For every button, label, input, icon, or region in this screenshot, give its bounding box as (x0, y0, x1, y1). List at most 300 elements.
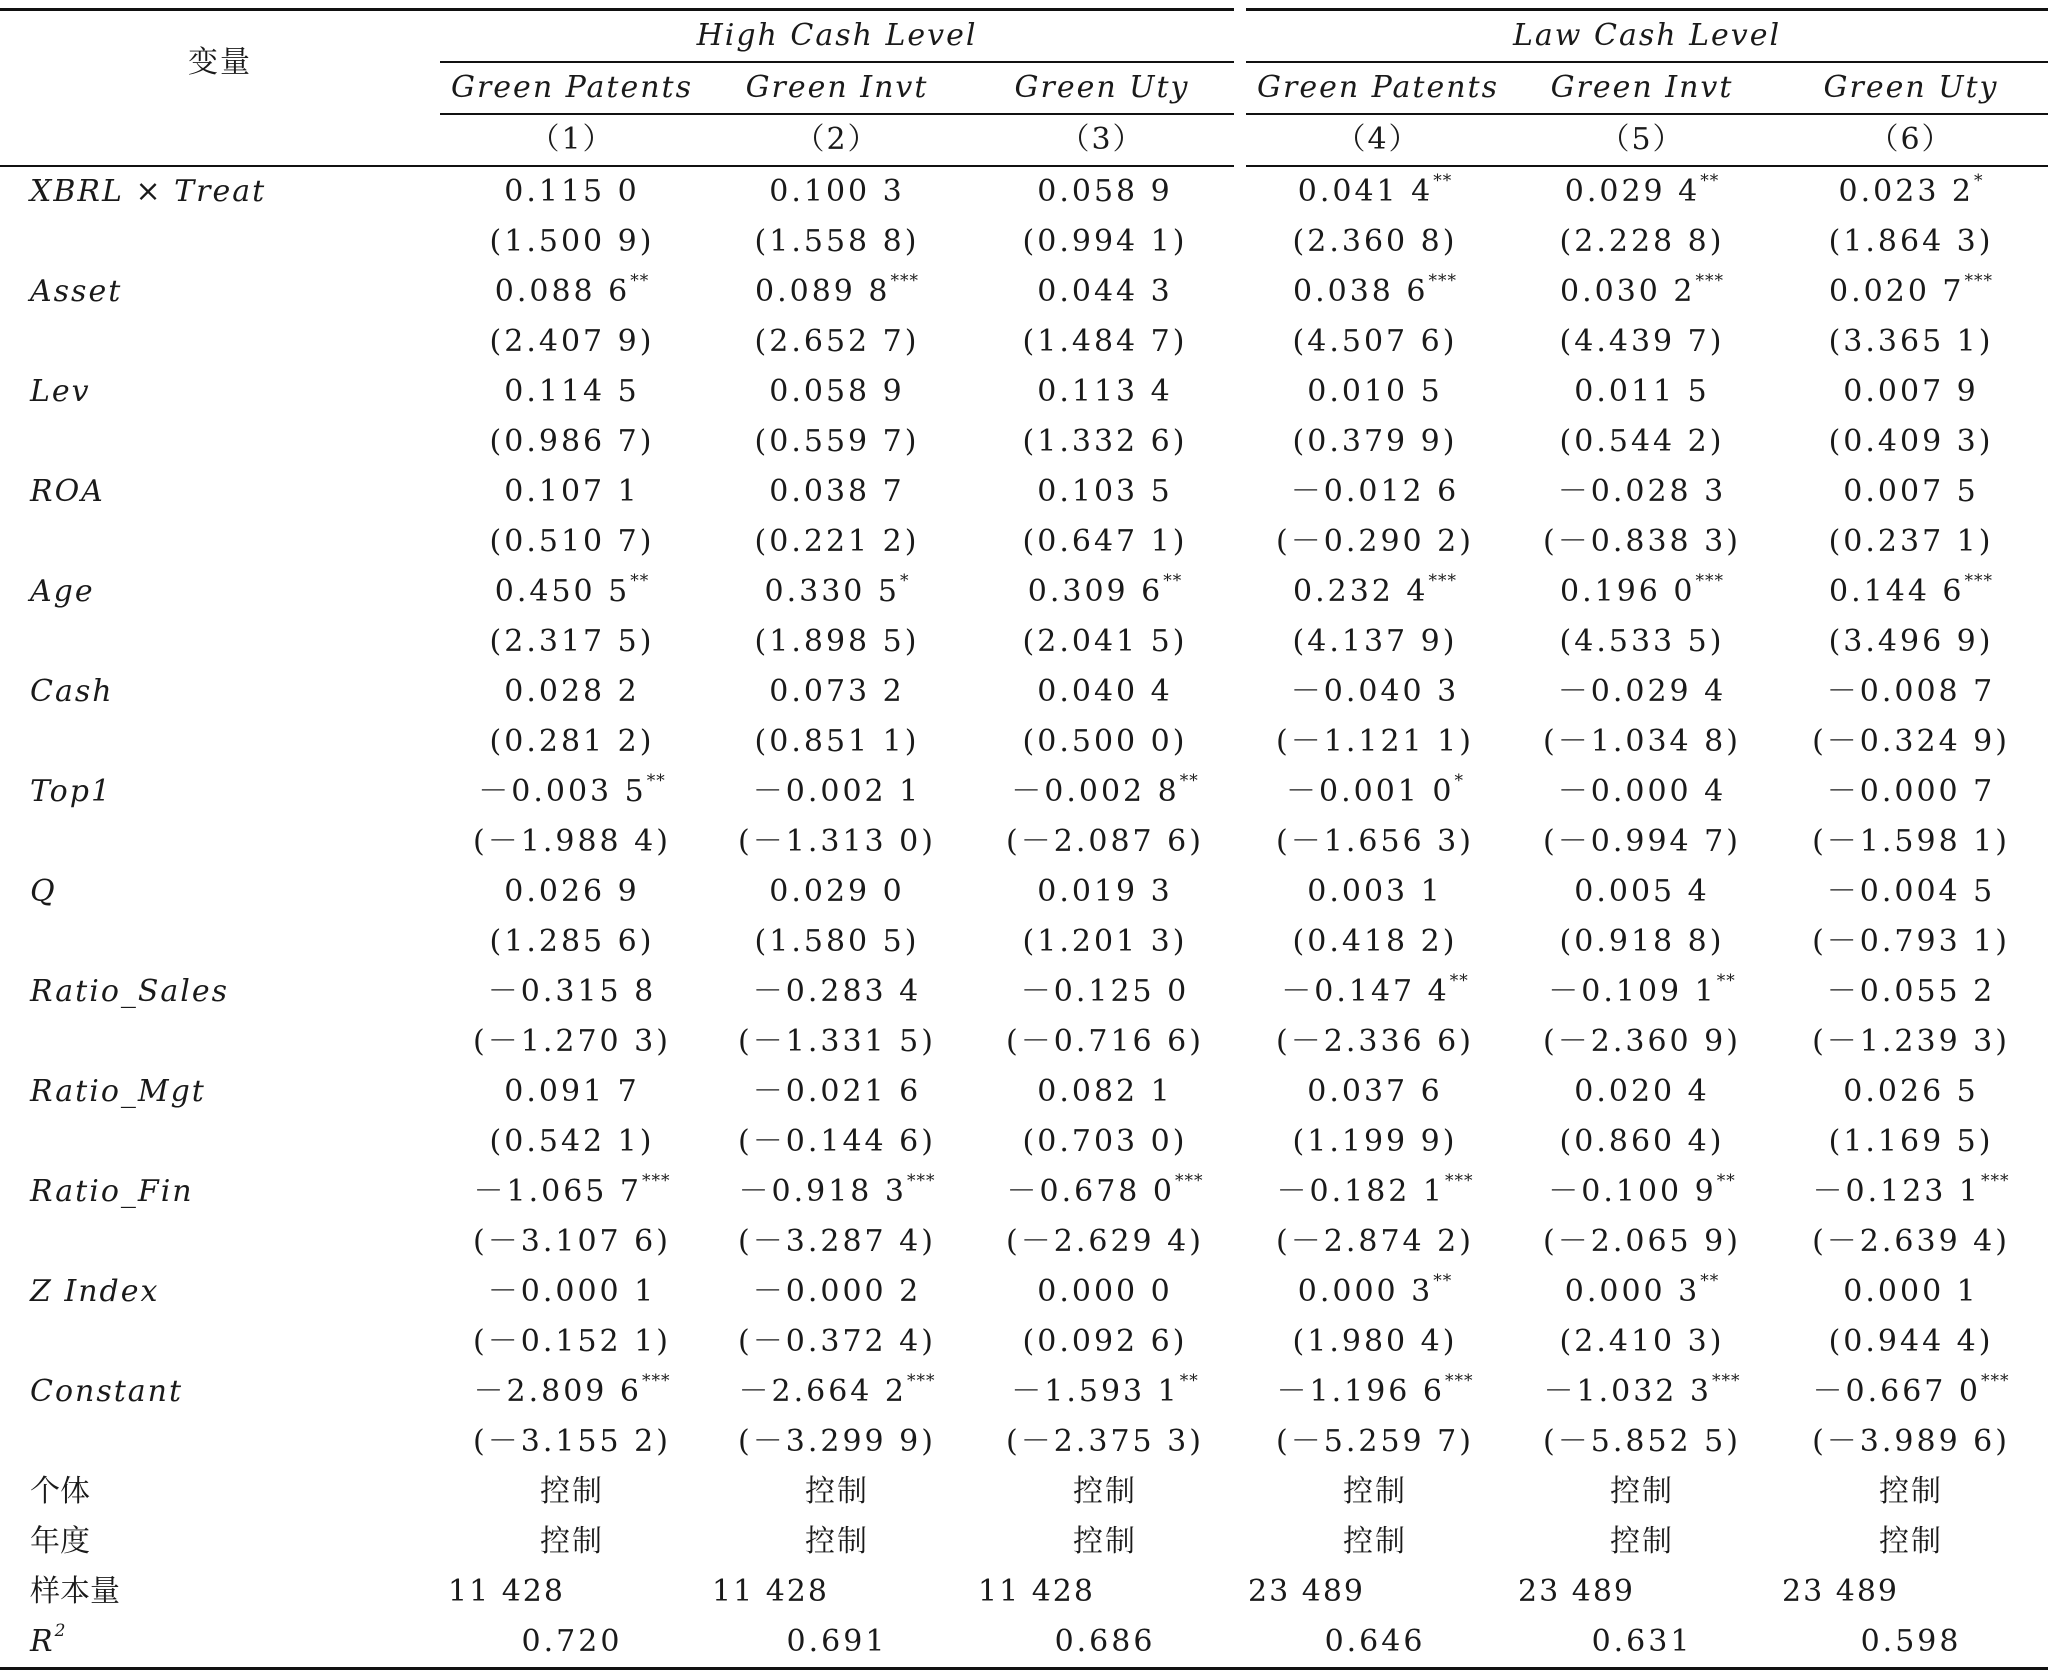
t-statistic-cell: (－1.656 3) (1276, 824, 1474, 859)
table-row (0, 917, 2048, 967)
t-statistic-cell: (2.410 3) (1559, 1324, 1725, 1359)
t-statistic-cell: (－1.313 0) (738, 824, 936, 859)
coefficient-value: 0.030 2 (1560, 274, 1696, 309)
coefficient-value: 0.044 3 (1037, 274, 1173, 309)
coefficient-value: －0.678 0 (1006, 1174, 1176, 1209)
coefficient-value: 0.005 4 (1574, 874, 1710, 909)
t-statistic-cell: (0.500 0) (1022, 724, 1188, 759)
coefficient-value: 0.007 5 (1843, 474, 1979, 509)
footer-value: 控制 (1879, 1524, 1944, 1559)
variable-name-spacer (0, 717, 440, 767)
t-statistic-cell: (－2.065 9) (1543, 1224, 1741, 1259)
coefficient-cell (704, 767, 970, 817)
coefficient-value: 0.023 2 (1838, 174, 1975, 209)
coefficient-value: 0.100 3 (769, 174, 905, 209)
coefficient-cell (970, 467, 1240, 517)
t-statistic-cell: (1.500 9) (489, 224, 655, 259)
table-row (0, 867, 2048, 917)
coefficient-value: －0.028 3 (1557, 474, 1727, 509)
coefficient-value: －0.001 0 (1286, 774, 1455, 809)
significance-stars: *** (1712, 1371, 1741, 1391)
footer-value: 控制 (1610, 1474, 1675, 1509)
variable-name-spacer (0, 217, 440, 267)
coefficient-value: －0.003 5 (478, 774, 647, 809)
variable-header: 变量 (188, 44, 252, 80)
significance-stars: ** (1179, 1371, 1199, 1391)
footer-value: 控制 (1343, 1524, 1408, 1559)
table-row (0, 967, 2048, 1017)
variable-name: XBRL × Treat (30, 174, 267, 209)
footer-value: 控制 (540, 1524, 604, 1559)
coefficient-value: －1.196 6 (1276, 1374, 1446, 1409)
footer-value: 0.646 (1324, 1624, 1426, 1659)
t-statistic-cell: (－2.874 2) (1276, 1224, 1474, 1259)
variable-name-spacer (0, 1017, 440, 1067)
coefficient-value: －0.000 4 (1557, 774, 1727, 809)
table-row (0, 717, 2048, 767)
coefficient-value: 0.082 1 (1037, 1074, 1173, 1109)
table-row (0, 1167, 2048, 1217)
t-statistic-cell: (－2.375 3) (1006, 1424, 1204, 1459)
coefficient-value: －0.283 4 (752, 974, 922, 1009)
significance-stars: *** (1445, 1371, 1474, 1391)
footer-value: 控制 (1879, 1474, 1944, 1509)
coefficient-cell (1510, 267, 1774, 317)
significance-stars: ** (630, 271, 650, 291)
coefficient-cell (1510, 867, 1774, 917)
table-row (0, 817, 2048, 867)
coefficient-value: 0.020 4 (1574, 1074, 1710, 1109)
coefficient-cell (1240, 767, 1510, 817)
t-statistic-cell: (－3.107 6) (473, 1224, 671, 1259)
coefficient-cell (1774, 867, 2048, 917)
coefficient-cell (704, 267, 970, 317)
t-statistic-cell: (－1.331 5) (738, 1024, 936, 1059)
coefficient-value: 0.115 0 (504, 174, 640, 209)
t-statistic-cell: (1.484 7) (1022, 324, 1188, 359)
coefficient-cell (1240, 667, 1510, 717)
footer-label-text: 年度 (30, 1524, 90, 1559)
table-body (0, 166, 2048, 1669)
coefficient-value: 0.089 8 (754, 274, 891, 309)
coefficient-cell (440, 1367, 704, 1417)
coefficient-value: －0.002 1 (752, 774, 922, 809)
coefficient-value: －0.004 5 (1826, 874, 1996, 909)
table-row (0, 166, 2048, 217)
coefficient-cell (1510, 1367, 1774, 1417)
coefficient-cell (1774, 1067, 2048, 1117)
coefficient-cell (704, 1367, 970, 1417)
variable-name: ROA (30, 474, 105, 509)
coefficient-value: 0.040 4 (1037, 674, 1173, 709)
coefficient-value: 0.038 7 (769, 474, 905, 509)
column-number: （1） (440, 114, 704, 166)
table-row (0, 767, 2048, 817)
column-header: Green Invt (704, 62, 970, 114)
coefficient-cell (970, 1167, 1240, 1217)
t-statistic-cell: (0.281 2) (489, 724, 655, 759)
footer-value: 23 489 (1782, 1574, 1899, 1609)
t-statistic-cell: (0.944 4) (1828, 1324, 1994, 1359)
coefficient-cell (1510, 467, 1774, 517)
coefficient-cell (440, 1167, 704, 1217)
coefficient-value: 0.041 4 (1297, 174, 1434, 209)
coefficient-cell (1240, 567, 1510, 617)
coefficient-value: 0.196 0 (1560, 574, 1696, 609)
column-header: Green Uty (970, 62, 1240, 114)
t-statistic-cell: (－0.716 6) (1006, 1024, 1204, 1059)
t-statistic-cell: (－3.155 2) (473, 1424, 671, 1459)
t-statistic-cell: (0.542 1) (489, 1124, 655, 1159)
column-header: Green Invt (1510, 62, 1774, 114)
t-statistic-cell: (－2.336 6) (1276, 1024, 1474, 1059)
coefficient-value: 0.450 5 (494, 574, 631, 609)
t-statistic-cell: (1.201 3) (1022, 924, 1188, 959)
coefficient-cell (440, 267, 704, 317)
variable-name-spacer (0, 317, 440, 367)
coefficient-cell (440, 367, 704, 417)
t-statistic-cell: (－0.290 2) (1276, 524, 1474, 559)
table-row (0, 1417, 2048, 1467)
t-statistic-cell: (1.558 8) (754, 224, 920, 259)
coefficient-value: 0.000 0 (1037, 1274, 1173, 1309)
variable-name: Lev (30, 374, 91, 409)
variable-name-spacer (0, 1117, 440, 1167)
group-header-low-cash: Law Cash Level (1240, 10, 2048, 63)
table-row (0, 367, 2048, 417)
coefficient-value: 0.029 0 (769, 874, 905, 909)
coefficient-cell (1510, 367, 1774, 417)
footer-label-text: R (30, 1624, 55, 1659)
coefficient-cell (704, 1167, 970, 1217)
coefficient-value: －0.040 3 (1290, 674, 1460, 709)
coefficient-cell (1240, 467, 1510, 517)
coefficient-value: 0.073 2 (769, 674, 905, 709)
t-statistic-cell: (0.379 9) (1292, 424, 1458, 459)
coefficient-value: －0.125 0 (1020, 974, 1190, 1009)
significance-stars: *** (907, 1371, 936, 1391)
t-statistic-cell: (0.544 2) (1559, 424, 1725, 459)
coefficient-value: 0.058 9 (1037, 174, 1173, 209)
t-statistic-cell: (4.439 7) (1559, 324, 1725, 359)
coefficient-value: 0.000 3 (1564, 1274, 1701, 1309)
coefficient-cell (1240, 1267, 1510, 1317)
table-row (0, 517, 2048, 567)
t-statistic-cell: (2.407 9) (489, 324, 655, 359)
significance-stars: *** (1964, 271, 1994, 291)
t-statistic-cell: (0.092 6) (1022, 1324, 1188, 1359)
coefficient-cell (1510, 166, 1774, 217)
coefficient-value: －0.667 0 (1812, 1374, 1982, 1409)
t-statistic-cell: (0.237 1) (1828, 524, 1994, 559)
coefficient-value: 0.026 9 (504, 874, 640, 909)
coefficient-cell (704, 467, 970, 517)
table-row (0, 1267, 2048, 1317)
significance-stars: *** (642, 1371, 671, 1391)
table-row (0, 667, 2048, 717)
t-statistic-cell: (0.703 0) (1022, 1124, 1188, 1159)
footer-value: 控制 (805, 1524, 869, 1559)
t-statistic-cell: (0.409 3) (1828, 424, 1994, 459)
t-statistic-cell: (－5.852 5) (1543, 1424, 1741, 1459)
coefficient-value: 0.088 6 (494, 274, 631, 309)
table-row (0, 1367, 2048, 1417)
coefficient-cell (1240, 267, 1510, 317)
coefficient-value: －0.147 4 (1281, 974, 1450, 1009)
coefficient-cell (440, 467, 704, 517)
variable-name-spacer (0, 417, 440, 467)
coefficient-cell (1774, 467, 2048, 517)
coefficient-cell (1240, 967, 1510, 1017)
table-row (0, 1067, 2048, 1117)
coefficient-cell (970, 1267, 1240, 1317)
variable-name: Top1 (30, 774, 113, 809)
coefficient-cell (970, 667, 1240, 717)
coefficient-cell (440, 166, 704, 217)
coefficient-value: 0.026 5 (1843, 1074, 1979, 1109)
coefficient-cell (1774, 267, 2048, 317)
coefficient-cell (1774, 1367, 2048, 1417)
significance-stars: ** (1179, 771, 1199, 791)
significance-stars: * (900, 571, 910, 591)
coefficient-value: 0.232 4 (1293, 574, 1429, 609)
t-statistic-cell: (－3.299 9) (738, 1424, 936, 1459)
coefficient-value: －0.000 2 (752, 1274, 922, 1309)
t-statistic-cell: (4.507 6) (1292, 324, 1458, 359)
significance-stars: *** (1428, 571, 1458, 591)
t-statistic-cell: (1.580 5) (754, 924, 920, 959)
variable-name-spacer (0, 1217, 440, 1267)
footer-value: 0.691 (786, 1624, 888, 1659)
coefficient-value: －0.109 1 (1548, 974, 1717, 1009)
coefficient-cell (1774, 166, 2048, 217)
coefficient-value: －0.029 4 (1557, 674, 1727, 709)
significance-stars: ** (630, 571, 650, 591)
variable-name-spacer (0, 617, 440, 667)
coefficient-cell (1510, 1267, 1774, 1317)
coefficient-value: －0.012 6 (1290, 474, 1460, 509)
coefficient-value: －0.000 7 (1826, 774, 1996, 809)
t-statistic-cell: (－1.270 3) (473, 1024, 671, 1059)
t-statistic-cell: (0.994 1) (1022, 224, 1188, 259)
column-header: Green Patents (1240, 62, 1510, 114)
t-statistic-cell: (0.860 4) (1559, 1124, 1725, 1159)
table-row (0, 467, 2048, 517)
significance-stars: * (1454, 771, 1465, 791)
coefficient-cell (704, 867, 970, 917)
column-header: Green Patents (440, 62, 704, 114)
coefficient-cell (1510, 1067, 1774, 1117)
coefficient-value: 0.103 5 (1037, 474, 1173, 509)
t-statistic-cell: (－0.793 1) (1812, 924, 2010, 959)
coefficient-cell (1510, 667, 1774, 717)
coefficient-cell (1510, 967, 1774, 1017)
footer-label-superscript: 2 (54, 1621, 67, 1641)
coefficient-value: 0.038 6 (1293, 274, 1429, 309)
table-row (0, 617, 2048, 667)
coefficient-cell (970, 767, 1240, 817)
t-statistic-cell: (3.365 1) (1828, 324, 1994, 359)
coefficient-cell (970, 166, 1240, 217)
table-row (0, 1317, 2048, 1367)
table-row (0, 1017, 2048, 1067)
coefficient-cell (440, 867, 704, 917)
t-statistic-cell: (－0.152 1) (473, 1324, 671, 1359)
coefficient-cell (440, 1267, 704, 1317)
column-number: （6） (1774, 114, 2048, 166)
significance-stars: ** (1700, 171, 1720, 191)
t-statistic-cell: (1.898 5) (754, 624, 920, 659)
coefficient-value: 0.028 2 (504, 674, 640, 709)
coefficient-value: －0.100 9 (1548, 1174, 1717, 1209)
significance-stars: ** (1433, 171, 1453, 191)
coefficient-value: 0.000 3 (1297, 1274, 1434, 1309)
coefficient-value: 0.144 6 (1829, 574, 1965, 609)
t-statistic-cell: (1.285 6) (489, 924, 655, 959)
coefficient-value: 0.000 1 (1843, 1274, 1979, 1309)
variable-name: Cash (30, 674, 114, 709)
coefficient-value: 0.020 7 (1829, 274, 1965, 309)
coefficient-value: －0.315 8 (487, 974, 657, 1009)
significance-stars: ** (1700, 1271, 1720, 1291)
header-spacer (0, 114, 440, 166)
coefficient-value: 0.003 1 (1307, 874, 1443, 909)
variable-name: Ratio_Fin (30, 1174, 194, 1209)
t-statistic-cell: (－1.121 1) (1276, 724, 1474, 759)
t-statistic-cell: (－3.989 6) (1812, 1424, 2010, 1459)
t-statistic-cell: (1.864 3) (1828, 224, 1994, 259)
coefficient-cell (440, 667, 704, 717)
significance-stars: ** (1716, 1171, 1736, 1191)
t-statistic-cell: (－0.994 7) (1543, 824, 1741, 859)
coefficient-cell (1240, 1167, 1510, 1217)
t-statistic-cell: (0.221 2) (754, 524, 920, 559)
coefficient-cell (1774, 567, 2048, 617)
variable-name: Age (30, 574, 95, 609)
table-row (0, 317, 2048, 367)
t-statistic-cell: (1.199 9) (1292, 1124, 1458, 1159)
significance-stars: ** (1433, 1271, 1453, 1291)
coefficient-cell (704, 367, 970, 417)
t-statistic-cell: (0.510 7) (489, 524, 655, 559)
coefficient-cell (970, 867, 1240, 917)
significance-stars: *** (1964, 571, 1994, 591)
coefficient-cell (1774, 367, 2048, 417)
coefficient-value: －2.664 2 (738, 1374, 907, 1409)
significance-stars: * (1974, 171, 1984, 191)
t-statistic-cell: (0.559 7) (754, 424, 920, 459)
coefficient-cell (970, 267, 1240, 317)
coefficient-value: 0.010 5 (1307, 374, 1443, 409)
footer-label (0, 1617, 440, 1669)
variable-name: Ratio_Mgt (30, 1074, 206, 1109)
significance-stars: *** (1428, 271, 1458, 291)
coefficient-value: －1.593 1 (1011, 1374, 1180, 1409)
t-statistic-cell: (－1.988 4) (473, 824, 671, 859)
significance-stars: ** (1716, 971, 1736, 991)
t-statistic-cell: (0.918 8) (1559, 924, 1725, 959)
coefficient-cell (1774, 1167, 2048, 1217)
t-statistic-cell: (－0.838 3) (1543, 524, 1741, 559)
significance-stars: ** (1449, 971, 1469, 991)
coefficient-cell (704, 667, 970, 717)
coefficient-value: 0.037 6 (1307, 1074, 1443, 1109)
coefficient-value: －1.065 7 (473, 1174, 642, 1209)
coefficient-cell (1774, 767, 2048, 817)
coefficient-value: 0.058 9 (769, 374, 905, 409)
footer-value: 11 428 (448, 1574, 565, 1609)
coefficient-value: 0.007 9 (1843, 374, 1979, 409)
significance-stars: *** (1175, 1171, 1204, 1191)
t-statistic-cell: (－2.629 4) (1006, 1224, 1204, 1259)
coefficient-value: 0.113 4 (1037, 374, 1173, 409)
t-statistic-cell: (－1.239 3) (1812, 1024, 2010, 1059)
coefficient-value: －2.809 6 (473, 1374, 642, 1409)
coefficient-cell (440, 767, 704, 817)
table-row (0, 417, 2048, 467)
coefficient-value: －1.032 3 (1543, 1374, 1713, 1409)
column-header: Green Uty (1774, 62, 2048, 114)
variable-name-spacer (0, 517, 440, 567)
coefficient-cell (970, 367, 1240, 417)
coefficient-value: 0.114 5 (504, 374, 640, 409)
t-statistic-cell: (－0.324 9) (1812, 724, 2010, 759)
coefficient-cell (1240, 867, 1510, 917)
group-header-high-cash: High Cash Level (440, 10, 1240, 63)
significance-stars: *** (1445, 1171, 1474, 1191)
table-row (0, 1217, 2048, 1267)
footer-value: 控制 (805, 1474, 869, 1509)
table-row (0, 1117, 2048, 1167)
coefficient-value: 0.019 3 (1037, 874, 1173, 909)
footer-label-text: 样本量 (30, 1574, 120, 1609)
footer-label (0, 1467, 440, 1517)
coefficient-cell (1510, 1167, 1774, 1217)
table-row (0, 1617, 2048, 1669)
significance-stars: *** (907, 1171, 936, 1191)
footer-value: 23 489 (1518, 1574, 1635, 1609)
t-statistic-cell: (3.496 9) (1828, 624, 1994, 659)
t-statistic-cell: (－5.259 7) (1276, 1424, 1474, 1459)
coefficient-cell (970, 567, 1240, 617)
t-statistic-cell: (4.137 9) (1292, 624, 1458, 659)
variable-name-spacer (0, 917, 440, 967)
column-number: （4） (1240, 114, 1510, 166)
coefficient-cell (440, 1067, 704, 1117)
t-statistic-cell: (－1.034 8) (1543, 724, 1741, 759)
significance-stars: *** (1981, 1171, 2010, 1191)
t-statistic-cell: (－2.639 4) (1812, 1224, 2010, 1259)
coefficient-value: －0.123 1 (1812, 1174, 1982, 1209)
footer-value: 23 489 (1248, 1574, 1365, 1609)
significance-stars: ** (646, 771, 666, 791)
t-statistic-cell: (2.360 8) (1292, 224, 1458, 259)
table-row (0, 267, 2048, 317)
variable-name: Asset (30, 274, 123, 309)
column-number: （3） (970, 114, 1240, 166)
t-statistic-cell: (0.647 1) (1022, 524, 1188, 559)
variable-name-spacer (0, 817, 440, 867)
footer-value: 11 428 (712, 1574, 829, 1609)
variable-name-spacer (0, 1317, 440, 1367)
t-statistic-cell: (－2.360 9) (1543, 1024, 1741, 1059)
t-statistic-cell: (－2.087 6) (1006, 824, 1204, 859)
coefficient-cell (970, 1067, 1240, 1117)
t-statistic-cell: (0.986 7) (489, 424, 655, 459)
coefficient-value: 0.029 4 (1564, 174, 1701, 209)
coefficient-cell (970, 1367, 1240, 1417)
t-statistic-cell: (0.851 1) (754, 724, 920, 759)
